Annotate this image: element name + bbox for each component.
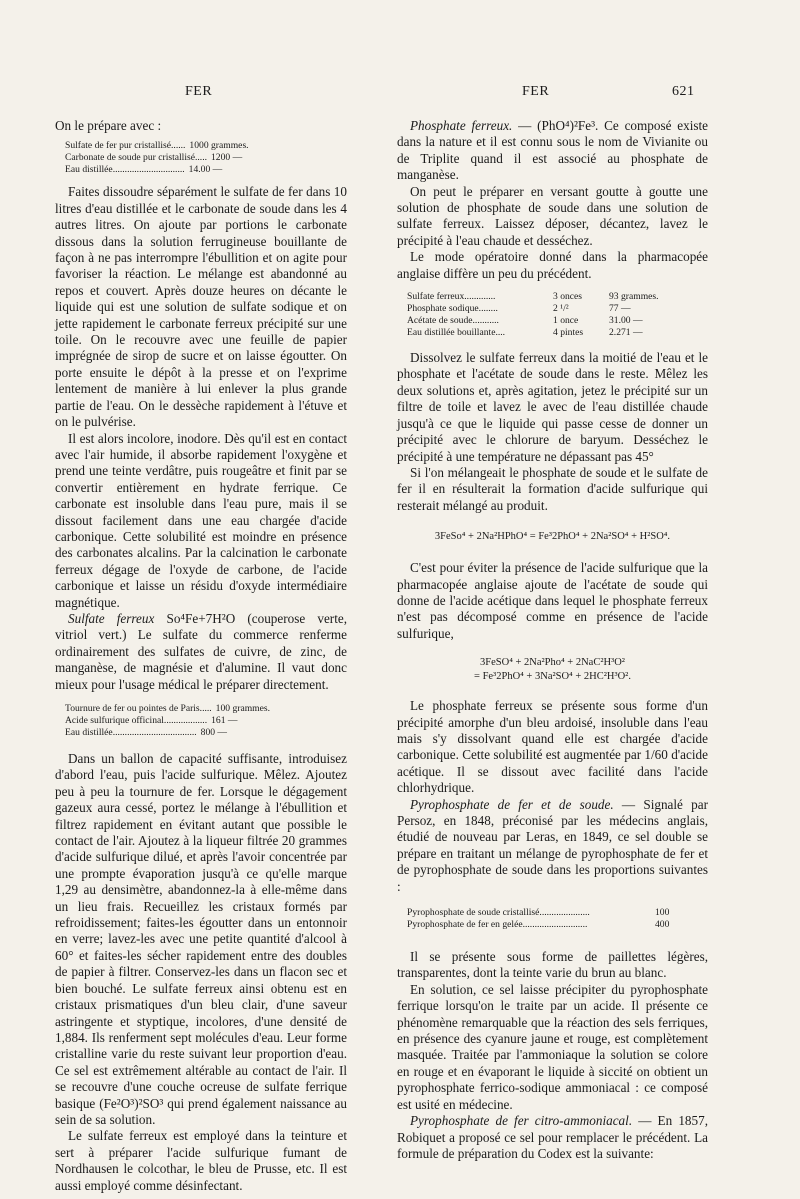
section-heading: Sulfate ferreux	[68, 610, 155, 626]
section-heading: Phosphate ferreux.	[410, 118, 513, 133]
paragraph: Le sulfate ferreux est employé dans la teinture et sert à préparer l'acide sulfurique fumant de Nordhausen le colcothar, le bleu de Prusse, etc. Il est aussi employé comme désinfectant.	[55, 1128, 347, 1193]
paragraph: Phosphate ferreux. — (PhO⁴)²Fe³. Ce composé existe dans la nature et il est connu sous le nom de Vivianite ou de Triplite quand il est associé au phosphate de manganèse.	[397, 118, 709, 183]
running-head-center: FER	[522, 84, 550, 99]
table-row: Sulfate ferreux............. 3 onces 93 grammes.	[407, 291, 659, 303]
section-heading: Pyrophosphate de fer et de soude.	[410, 796, 614, 812]
recipe-table-sulfate	[65, 703, 347, 739]
table-row: Sulfate de fer pur cristallisé...... 1000 grammes.	[65, 140, 249, 152]
table-row: Acétate de soude........... 1 once 31.00 —	[407, 315, 643, 327]
recipe-table-phosphate	[407, 291, 708, 339]
paragraph: Dans un ballon de capacité suffisante, introduisez d'abord l'eau, puis l'acide sulfurique. Mêlez. Ajoutez peu à peu la tournure de fer. Lorsque le dégagement gazeux aura cessé, portez le mélange à l'ébullition et filtrez rapidement en évitant autant que possible le contact de l'air. Ajoutez à la liqueur filtrée 20 grammes d'acide sulfurique dilué, et après l'avoir concentrée par une prompte évaporation jusqu'à ce qu'elle marque 1,29 au densimètre, abandonnez-la à elle-même dans un lieu frais. Recueillez les cristaux formés par refroidissement; faites-les égoutter dans un entonnoir en verre; lavez-les avec une petite quantité d'alcool à 60° et faites-les sécher rapidement entre des doubles de papier à filtrer. Conservez-les dans un flacon sec et bien bouché. Le sulfate ferreux ainsi obtenu est en cristaux prismatiques d'un bleu clair, d'une saveur astringente et styptique, incolores, d'une densité de 1,884. Ils renferment sept molécules d'eau. Leur forme cristalline varie du reste suivant leur proportion d'eau. Ce sel est extrêmement altérable au contact de l'air. Il se recouvre d'une couche ocreuse de sulfate ferrique basique (Fe²O³)²SO³ qui prend également naissance au sein de sa solution.	[55, 751, 347, 1127]
table-row: Acide sulfurique officinal.................. 161 —	[65, 715, 238, 726]
left-column	[55, 118, 347, 1194]
section-heading: Pyrophosphate de fer citro-ammoniacal.	[410, 1113, 633, 1129]
recipe-table-pyrophosphate	[407, 907, 708, 931]
chemical-equation: 3FeSo⁴ + 2Na²HPhO⁴ = Fe³2PhO⁴ + 2Na²SO⁴ + H²SO⁴.	[434, 531, 671, 543]
paragraph: Faites dissoudre séparément le sulfate de fer dans 10 litres d'eau distillée et le carbonate de soude dans les 4 autres litres. On ajoute par portions le carbonate dissous dans la solution ferrugineuse bouillante de façon à ne pas interrompre l'ébullition et on agite pour favoriser la réaction. Le mélange est abandonné au repos et couvert. Après douze heures on décante le liquide qui est une solution de sulfate sodique et on jette rapidement le carbonate ferreux précipité sur une toile. On le recouvre avec une feuille de papier imprégnée de sirop de sucre et on laisse égoutter. On porte ensuite le dépôt à la presse et on l'exprime lentement de manière à lui enlever la plus grande partie de l'eau. On le dessèche rapidement à l'étuve et on le pulvérise.	[55, 184, 347, 430]
paragraph: Le mode opératoire donné dans la pharmacopée anglaise diffère un peu du précédent.	[397, 249, 708, 281]
right-column	[397, 118, 708, 1162]
paragraph: C'est pour éviter la présence de l'acide sulfurique que la pharmacopée anglaise ajoute de l'acétate de soude qui donne de l'acide acétique dans lequel le phosphate ferreux n'est pas décomposé comme en présence de l'acide sulfurique,	[397, 560, 708, 641]
paragraph: Pyrophosphate de fer et de soude. — Signalé par Persoz, en 1848, préconisé par les médecins anglais, étudié de nouveau par Leras, en 1849, ce sel double se prépare en traitant un mélange de pyrophosphate de fer et de pyrophosphate de soude dans les proportions suivantes :	[397, 796, 708, 894]
table-row: Phosphate sodique........ 2 ¹/² 77 —	[407, 303, 631, 315]
table-row: Eau distillée bouillante.... 4 pintes 2.271 —	[407, 327, 643, 339]
paragraph: Pyrophosphate de fer citro-ammoniacal. — En 1857, Robiquet a proposé ce sel pour remplacer le précédent. La formule de préparation du Codex est la suivante:	[397, 1113, 708, 1161]
paragraph: Il se présente sous forme de paillettes légères, transparentes, dont la teinte varie du brun au blanc.	[397, 949, 708, 981]
table-row: Pyrophosphate de fer en gelée........................... 400	[407, 919, 670, 931]
intro-line: On le prépare avec :	[55, 118, 162, 133]
paragraph: Il est alors incolore, inodore. Dès qu'il est en contact avec l'air humide, il absorbe rapidement l'oxygène et prend une teinte verdâtre, puis rougeâtre et finit par se convertir entièrement en hydrate ferrique. Ce carbonate est insoluble dans l'eau pure, mais il se dissout facilement dans une eau chargée d'acide carbonique. Cette solubilité est moindre en présence des carbonates alcalins. Par la calcination le carbonate ferreux dégage de l'oxyde de carbone, de l'acide carbonique et laisse un résidu d'oxyde intermédiaire magnétique.	[55, 430, 347, 610]
recipe-table-carbonate	[65, 140, 347, 176]
paragraph: Si l'on mélangeait le phosphate de soude et le sulfate de fer il en résulterait la formation d'acide sulfurique qui resterait mélangé au produit.	[397, 464, 708, 513]
paragraph: Sulfate ferreux So⁴Fe+7H²O (couperose verte, vitriol vert.) Le sulfate du commerce renferme ordinairement des sulfates de cuivre, de zinc, de manganèse, de magnésie et d'alumine. Il vaut donc mieux pour l'usage médical le préparer directement.	[55, 610, 348, 692]
page-number: 621	[672, 84, 695, 99]
paragraph: Le phosphate ferreux se présente sous forme d'un précipité amorphe d'un bleu ardoisé, insoluble dans l'eau mais s'y dissolvant quand elle est chargée d'acide carbonique. Cette solubilité est augmentée par 1/60 d'acide acétique. Il se dissout avec facilité dans l'acide chlorhydrique.	[397, 698, 708, 796]
paragraph: Dissolvez le sulfate ferreux dans la moitié de l'eau et le phosphate et l'acétate de soude dans le reste. Mêlez les deux solutions et, après agitation, jetez le précipité sur un filtre de toile et lavez le avec de l'eau distillée chaude jusqu'à ce que le liquide qui passe cesse de donner un précipité avec le chlorure de baryum. Desséchez le précipité à une température ne dépassant pas 45°	[397, 350, 708, 464]
table-row: Tournure de fer ou pointes de Paris..... 100 grammes.	[65, 703, 271, 714]
paragraph: En solution, ce sel laisse précipiter du pyrophosphate ferrique lorsqu'on le traite par un acide. Il présente ce phénomène remarquable que la réaction des sels ferriques, en présence des cyanure jaune et rouge, est complètement masquée. Traitée par l'ammoniaque la solution se colore en rouge et en évaporant le liquide à siccité on obtient un pyrophosphate ferrico-sodique ammoniacal : ce composé est usité en médecine.	[397, 981, 708, 1112]
chemical-equation: 3FeSO⁴ + 2Na²Pho⁴ + 2NaC²H³O² = Fe³2PhO⁴ + 3Na²SO⁴ + 2HC²H³O².	[474, 657, 631, 683]
table-row: Eau distillée.............................. 14.00 —	[65, 164, 223, 176]
table-row: Pyrophosphate de soude cristallisé..................... 100	[407, 907, 670, 919]
table-row: Eau distillée................................... 800 —	[65, 727, 228, 738]
table-row: Carbonate de soude pur cristallisé..... 1200 —	[65, 152, 243, 164]
paragraph: On peut le préparer en versant goutte à goutte une solution de phosphate de soude dans une solution de sulfate ferreux. Laissez déposer, décantez, lavez le précipité à l'eau chaude et desséchez.	[397, 183, 708, 248]
running-head-left: FER	[185, 84, 213, 99]
